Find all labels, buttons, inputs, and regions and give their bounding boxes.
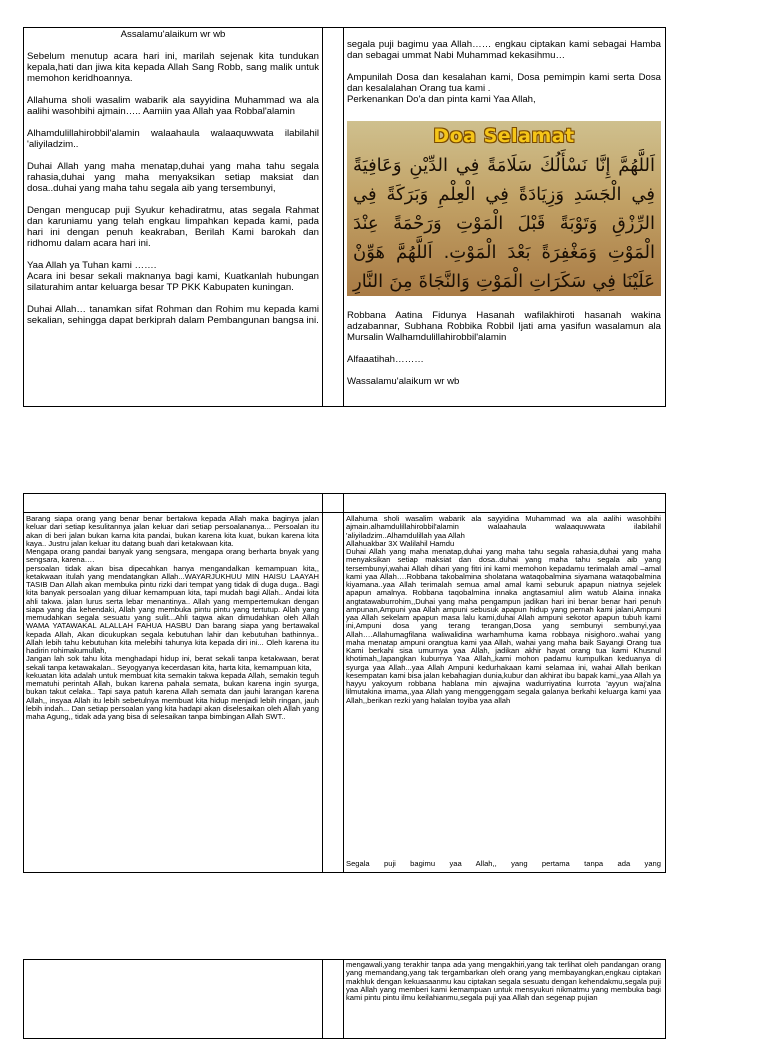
table2-right-bottom-line [346, 860, 661, 870]
paragraph: Allahuma sholi wasalim wabarik ala sayyidina Muhammad wa ala aalihi wasohbihi ajmain….. Aamiin yaa Allah yaa Robbal'alamin [27, 95, 319, 117]
column-divider [322, 959, 323, 1039]
paragraph: Barang siapa orang yang benar benar bertakwa kepada Allah maka baginya jalan keluar dari setiap kesulitannya jalan keluar dari setiap persoalananya... Persoalan itu akan di beri jalan bukan karna kita pandai, bukan karena kita kuat, bukan karena kita kaya.. Justru jalan keluar itu datang buah dari ketakwaan kita. Mengapa orang pandai banyak yang sengsara, mengapa orang berharta bnyak yang sengsara, karena…. persoalan tidak akan bisa dipecahkan hanya mengandalkan kemampuan kita,, ketakwaan itulah yang mendatangkan Allah...WAYARJUKHUU MIN HAISU LAAYAH TASIB Dan Allah akan membuka pintu rizki dari tempat yang tidak di duga duga.. Bagi kita banyak persoalan yang diluar kemampuan kita, tapi mudah bagi Allah.. Andai kita ahli takwa. jalan lurus serta lebar menantinya.. Allah yang mempertemukan dengan siapa yang dia kehendaki, Allah yang membuka pintu pintu yang tertutup. Allah yang memudahkan segala sesuatu yang sulit...Ahli taqwa akan dimudahkan oleh Allah WAMA YATAWAKAL ALALLAH FAHUA HASBU Dan barang siapa yang bertawakal kepada Allah, Akan dicukupkan segala kebutuhan lahir dan kebutuhan bathinnya.. Allah lebih tahu kebutuhan kita melebihi tahunya kita kepada diri ini... Oleh karena itu hadirin rohimakumullah, Jangan lah sok tahu kita menghadapi hidup ini, berat sekali tanpa ketakwaan, berat sekali tanpa ketawakalan.. Seyogyanya kecerdasan kita, harta kita, kemampuan kita, kekuatan kita adalah untuk membuat kita semakin takwa kepada Allah, semakin teguh mematuhi perintah Allah, bukan karena pahala semata, bukan karena ingin syurga, bukan takut celaka.. Tapi saya patuh karena Allah semata dan jauhi larangan karena Allah,, insyaa Allah itu lebih sebetulnya membuat kita hidup menjadi lebih ringan, jauh lebih indah... Dan setiap persoalan yang kita hadapi akan diselesaikan oleh Allah yang maha Agung,, tidak ada yang bisa di selesaikan tanpa bimbingan Allah SWT.. [26, 515, 319, 721]
column-divider [343, 27, 344, 407]
table2-left-cell [26, 515, 319, 871]
doa-selamat-image [347, 121, 661, 296]
paragraph: Dengan mengucap puji Syukur kehadiratmu, atas segala Rahmat dan karuniamu yang telah engkau limpahkan kepada kami, pada hari ini dengan penuh keakraban, Berilah Kami barokah dan ridhomu dalam acara hari ini. [27, 205, 319, 249]
paragraph: mengawali,yang terakhir tanpa ada yang mengakhiri,yang tak terlihat oleh pandangan orang yang memandang,yang tak tergambarkan oleh orang yang membayangkan,engkau ciptakan makhluk dengan kekuasaanmu kau ciptakan segala sesuatu dengan kehendakmu,segala puji yaa Allah yang memberi kami kemampuan untuk mensyukuri nikmatmu yang membuka bagi kami pintu pintu ilmu keilahianmu,segala puji yaa Allah dan segenap pujian [346, 961, 661, 1002]
paragraph: Alfaaatihah……… [347, 354, 424, 365]
paragraph: Segala puji bagimu yaa Allah,, yang pertama tanpa ada yang [346, 860, 661, 868]
paragraph: Duhai Allah… tanamkan sifat Rohman dan Rohim mu kepada kami sekalian, sehingga dapat berkiprah dalam Pembangunan bangsa ini. [27, 304, 319, 326]
paragraph: Allahuma sholi wasalim wabarik ala sayyidina Muhammad wa ala aalihi wasohbihi ajmain.alhamdulillahirobbil'alamin walaahaula walaaquwwata ilabilahil 'aliyiladzim..Alhamdulillah yaa Allah Allahuakbar 3X Walilahil Hamdu Duhai Allah yang maha menatap,duhai yang maha tahu segala rahasia,duhai yang maha menyaksikan setiap maksiat dan dosa..duhai yang maha tahu segala aib yang tersembunyi,wahai Allah dihari yang fitri ini kami memohon kepadamu terimalah amal –amal kami yaa Allah….Robbana takobalmina sholatana wataqobalmina siyamana wataqobalmina kiyamana..yaa Allah terimalah semua amal amal kami seburuk apapun niatnya sejelek apapun amalnya. Robbana taqobalmina innaka angtasamiul alim watub Alaina innaka angtatawaburrohim,,Duhai yang maha pengampun jadikan hari ini benar benar hari penuh ampunan,Ampuni yaa Allah ampuni sebusuk apapun hidup yang pernah kami jalani,Ampuni yaa Allah sekelam apapun masa lalu kami,duhai Allah ampuni sekotor apapun tubuh kami ini,Ampuni dosa yang terang terangan,Dosa yang sembunyi sembunyi,yaa Allah….Allahumagfilana waliwalidina warhamhuma kama robbaya nisighoro..wahai yang maha menatap ampuni orangtua kami yaa Allah, wahai yang maha baik Sayangi Orang tua Kami berkahi sisa umurnya yaa Allah, jadikan akhir hayat orang tua kami Khusnul khotimah,,lapangkan kuburnya Yaa Allah,,kami mohon padamu kumpulkan keduanya di syurga yaa Allah...yaa Allah Ampuni kedurhakaan kami selamaa ini, wahai Allah berikan kesempatan kami bisa jalan kebahagian dunia,kubur dan akhirat ibu bapak kami,,yaa Allah ya hayyu yakoyum robbana hablana min ajwajina wadurriyatina kurrota 'ayyun waj'alna lilmutakina imama,,yaa Allah yang menggenggam segala galanya berkahi keluarga kami yaa Allah,,berikan rezki yang halalan toyiba yaa allah [346, 515, 661, 705]
header-row-divider [23, 512, 666, 513]
column-divider [343, 493, 344, 873]
column-divider [343, 959, 344, 1039]
table1-right-bottom-cell [347, 310, 661, 405]
table1-left-cell [27, 29, 319, 406]
paragraph: Sebelum menutup acara hari ini, marilah sejenak kita tundukan kepala,hati dan jiwa kita kepada Allah Sang Robb, sang malik untuk memohon keridhoannya. [27, 51, 319, 84]
paragraph: Wassalamu'alaikum wr wb [347, 376, 460, 387]
column-divider [322, 493, 323, 873]
paragraph: Alhamdulillahirobbil'alamin walaahaula walaaquwwata ilabilahil 'aliyiladzim.. [27, 128, 319, 150]
table3-right-cell [346, 961, 661, 1024]
arabic-prayer-text: اَللَّهُمَّ إِنَّا نَسْأَلُكَ سَلَامَةً فِي الدِّيْنِ وَعَافِيَةً فِي الْجَسَدِ وَزِيَادَةً فِي الْعِلْمِ وَبَرَكَةً فِي الرِّزْقِ وَتَوْبَةً قَبْلَ الْمَوْتِ وَرَحْمَةً عِنْدَ الْمَوْتِ وَمَغْفِرَةً بَعْدَ الْمَوْتِ. اَللَّهُمَّ هَوِّنْ عَلَيْنَا فِي سَكَرَاتِ الْمَوْتِ وَالنَّجَاةَ مِنَ النَّارِ [353, 155, 655, 292]
table1-right-top-cell [347, 39, 661, 115]
paragraph: Robbana Aatina Fidunya Hasanah wafilakhiroti hasanah wakina adzabannar, Subhana Robbika Robbil Ijati ama yasifun wasalamun ala Mursalin Walhamdulillahirobbil'alamin [347, 310, 661, 343]
paragraph: Duhai Allah yang maha menatap,duhai yang maha tahu segala rahasia,duhai yang maha menyaksikan setiap maksiat dan dosa..duhai yang maha tahu segala aib yang tersembunyi, [27, 161, 319, 194]
column-divider [322, 27, 323, 407]
greeting-title: Assalamu'alaikum wr wb [120, 29, 226, 40]
doa-selamat-banner: Doa Selamat [433, 125, 575, 147]
paragraph: Ampunilah Dosa dan kesalahan kami, Dosa pemimpin kami serta Dosa dan kesalalahan Orang tua kami . Perkenankan Do'a dan pinta kami Yaa Allah, [347, 72, 661, 105]
paragraph: Yaa Allah ya Tuhan kami ……. Acara ini besar sekali maknanya bagi kami, Kuatkanlah hubungan silaturahim antar keluarga besar TP PKK Kabupaten kuningan. [27, 260, 319, 293]
table2-right-cell [346, 515, 661, 815]
paragraph: segala puji bagimu yaa Allah…… engkau ciptakan kami sebagai Hamba dan sebagai ummat Nabi Muhammad kekasihmu… [347, 39, 661, 61]
